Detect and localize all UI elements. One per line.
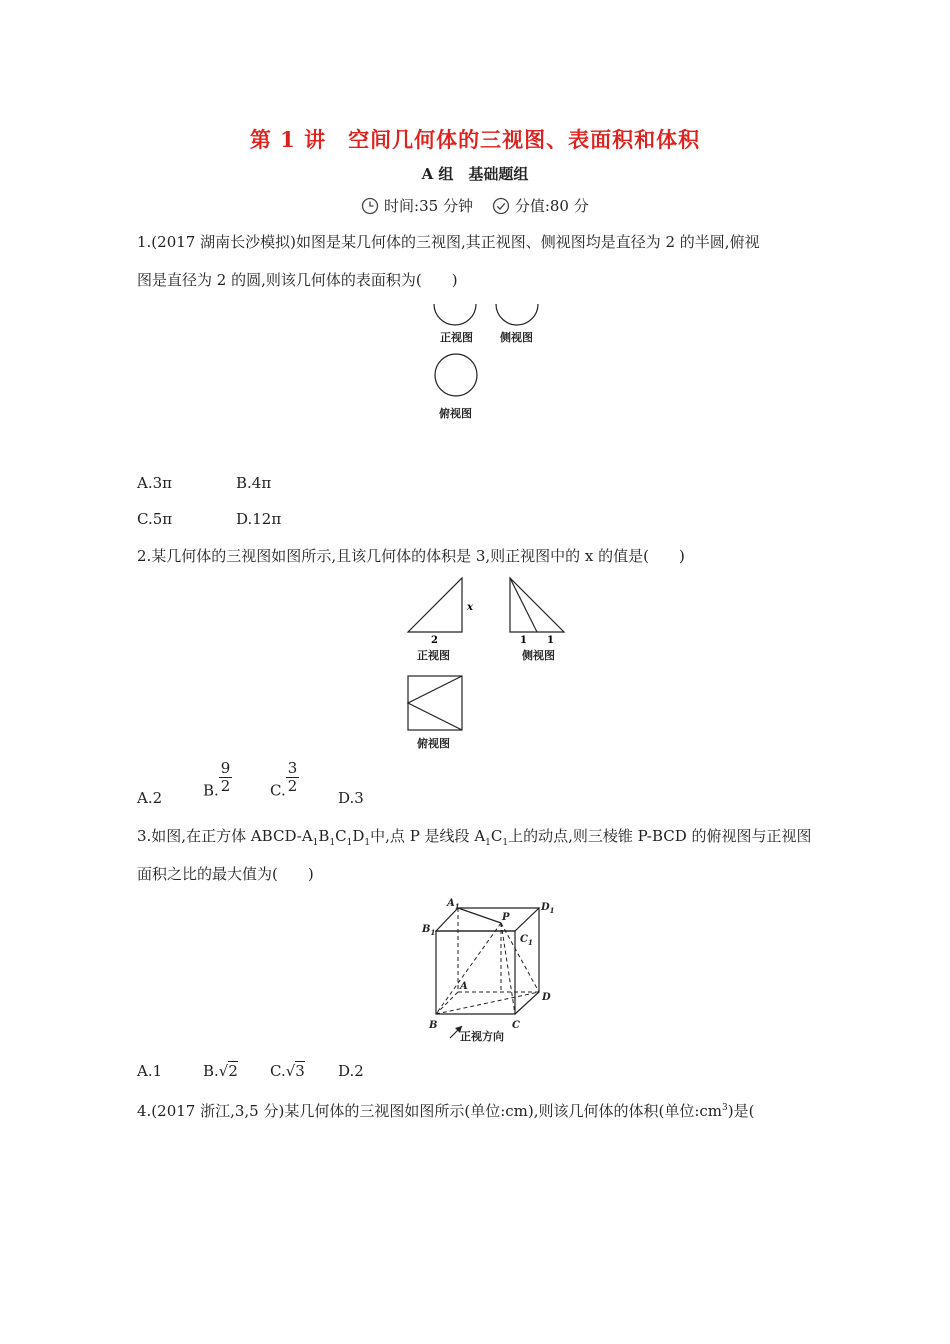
group-heading: A 组 基础题组 bbox=[421, 165, 529, 183]
q3-text-c: 上的动点,则三棱锥 P-BCD 的俯视图与正视图 bbox=[508, 827, 812, 845]
q3-sub-d1: 1 bbox=[364, 838, 371, 848]
q3-label-b1: $B_1$ bbox=[422, 924, 436, 937]
q3-sub-a1: 1 bbox=[312, 838, 319, 848]
q3-segment-bd bbox=[436, 992, 539, 1014]
q3-option-d: D.2 bbox=[338, 1062, 364, 1080]
q3-sub-c1-2: 1 bbox=[502, 838, 509, 848]
q3-option-a: A.1 bbox=[137, 1062, 163, 1080]
q2-option-c-numerator: 3 bbox=[287, 759, 298, 777]
q3-sub-a1-2: 1 bbox=[485, 838, 491, 848]
q2-option-c-fraction bbox=[286, 760, 300, 795]
q3-label-a1: $A_1$ bbox=[447, 898, 460, 911]
q2-side-view-label: 侧视图 bbox=[522, 649, 555, 662]
check-circle-icon bbox=[492, 197, 510, 215]
q3-direction-label: 正视方向 bbox=[460, 1030, 504, 1043]
q3-option-c-radicand: 3 bbox=[295, 1062, 305, 1080]
q2-top-view-square bbox=[408, 676, 462, 730]
q3-cube-top-face bbox=[436, 908, 539, 931]
q3-option-b-radicand: 2 bbox=[228, 1062, 238, 1080]
q3-segment-a1-p bbox=[458, 908, 501, 923]
q1-side-view-label: 侧视图 bbox=[500, 331, 533, 344]
q3-label-d1: $D_1$ bbox=[541, 902, 555, 915]
q4-stem bbox=[137, 1098, 842, 1121]
q3-stem-line1 bbox=[137, 826, 842, 853]
q4-text-a: 4.(2017 浙江,3,5 分)某几何体的三视图如图所示(单位:cm),则该几何体的体积(单位:cm bbox=[137, 1102, 723, 1120]
q2-option-a: A.2 bbox=[137, 789, 163, 807]
q3-label-c: C bbox=[512, 1020, 520, 1031]
q1-top-view-circle bbox=[435, 354, 477, 396]
q2-top-view-inner-lines bbox=[408, 676, 462, 730]
q2-option-b-numerator: 9 bbox=[220, 759, 231, 777]
q1-option-a: A.3π bbox=[137, 474, 173, 492]
q2-side-base-left-label: 1 bbox=[520, 635, 527, 646]
q2-option-c-prefix: C. bbox=[270, 781, 286, 800]
q3-cube-figure bbox=[418, 896, 568, 1046]
q1-option-c: C.5π bbox=[137, 510, 173, 528]
q3-cube-right-edges bbox=[515, 908, 539, 1014]
q2-top-view-label: 俯视图 bbox=[417, 737, 450, 750]
q3-sub-c1: 1 bbox=[346, 838, 353, 848]
q2-option-b-fraction bbox=[219, 760, 233, 795]
q2-option-d: D.3 bbox=[338, 789, 364, 807]
q2-option-b-denominator: 2 bbox=[220, 777, 231, 795]
score-label: 分值:80 分 bbox=[514, 197, 589, 215]
q2-option-c bbox=[270, 760, 299, 800]
q2-option-b-prefix: B. bbox=[203, 781, 219, 800]
q3-label-a: A bbox=[460, 981, 468, 992]
q1-top-view-label: 俯视图 bbox=[439, 407, 472, 420]
q4-sup: 3 bbox=[722, 1103, 728, 1113]
q3-b: B bbox=[318, 827, 330, 845]
q3-option-c bbox=[270, 1062, 305, 1080]
q3-label-d: D bbox=[542, 992, 551, 1003]
q2-x-label: x bbox=[467, 602, 473, 613]
q1-front-view-semicircle bbox=[434, 304, 476, 325]
q2-side-base-right-label: 1 bbox=[547, 635, 554, 646]
q3-stem-line2: 面积之比的最大值为( ) bbox=[137, 865, 314, 883]
q3-option-b-radical: √2 bbox=[218, 1062, 238, 1080]
q2-side-view-median bbox=[510, 578, 537, 632]
clock-icon bbox=[361, 197, 379, 215]
q3-text-b: 中,点 P 是线段 A bbox=[370, 827, 486, 845]
q3-option-b bbox=[203, 1062, 238, 1080]
q2-front-base-label: 2 bbox=[431, 635, 438, 646]
q3-cube-front-face bbox=[436, 931, 515, 1014]
q3-segment-pb bbox=[436, 923, 501, 1014]
q3-label-c1: $C_1$ bbox=[520, 934, 533, 947]
q1-stem-line2: 图是直径为 2 的圆,则该几何体的表面积为( ) bbox=[137, 271, 458, 289]
q1-stem-line1: 1.(2017 湖南长沙模拟)如图是某几何体的三视图,其正视图、侧视图均是直径为 2 的半圆,俯视 bbox=[137, 233, 760, 251]
page-title: 第 1 讲 空间几何体的三视图、表面积和体积 bbox=[249, 127, 701, 152]
q3-c2: C bbox=[490, 827, 503, 845]
q2-option-c-denominator: 2 bbox=[287, 777, 298, 795]
q1-option-b: B.4π bbox=[236, 474, 272, 492]
q3-option-c-prefix: C. bbox=[270, 1062, 286, 1080]
q2-option-b bbox=[203, 760, 232, 800]
q3-sub-b1: 1 bbox=[329, 838, 336, 848]
q3-hidden-edge-ab bbox=[436, 992, 458, 1014]
q2-front-view-triangle bbox=[408, 578, 462, 632]
q1-side-view-semicircle bbox=[496, 304, 538, 325]
exam-meta bbox=[0, 195, 950, 216]
q3-option-b-prefix: B. bbox=[203, 1062, 219, 1080]
q4-text-b: )是( bbox=[727, 1102, 755, 1120]
q3-d: D bbox=[352, 827, 365, 845]
q1-front-view-label: 正视图 bbox=[440, 331, 473, 344]
time-label: 时间:35 分钟 bbox=[384, 197, 473, 215]
q2-stem: 2.某几何体的三视图如图所示,且该几何体的体积是 3,则正视图中的 x 的值是( ) bbox=[137, 547, 685, 565]
q3-label-p: P bbox=[502, 912, 510, 923]
q3-c: C bbox=[335, 827, 347, 845]
q2-front-view-label: 正视图 bbox=[417, 649, 450, 662]
q3-option-c-radical: √3 bbox=[285, 1062, 305, 1080]
q1-option-d: D.12π bbox=[236, 510, 282, 528]
q3-text-a: 3.如图,在正方体 ABCD-A bbox=[137, 827, 313, 845]
q3-label-b: B bbox=[429, 1020, 438, 1031]
q2-side-view-triangle bbox=[510, 578, 564, 632]
